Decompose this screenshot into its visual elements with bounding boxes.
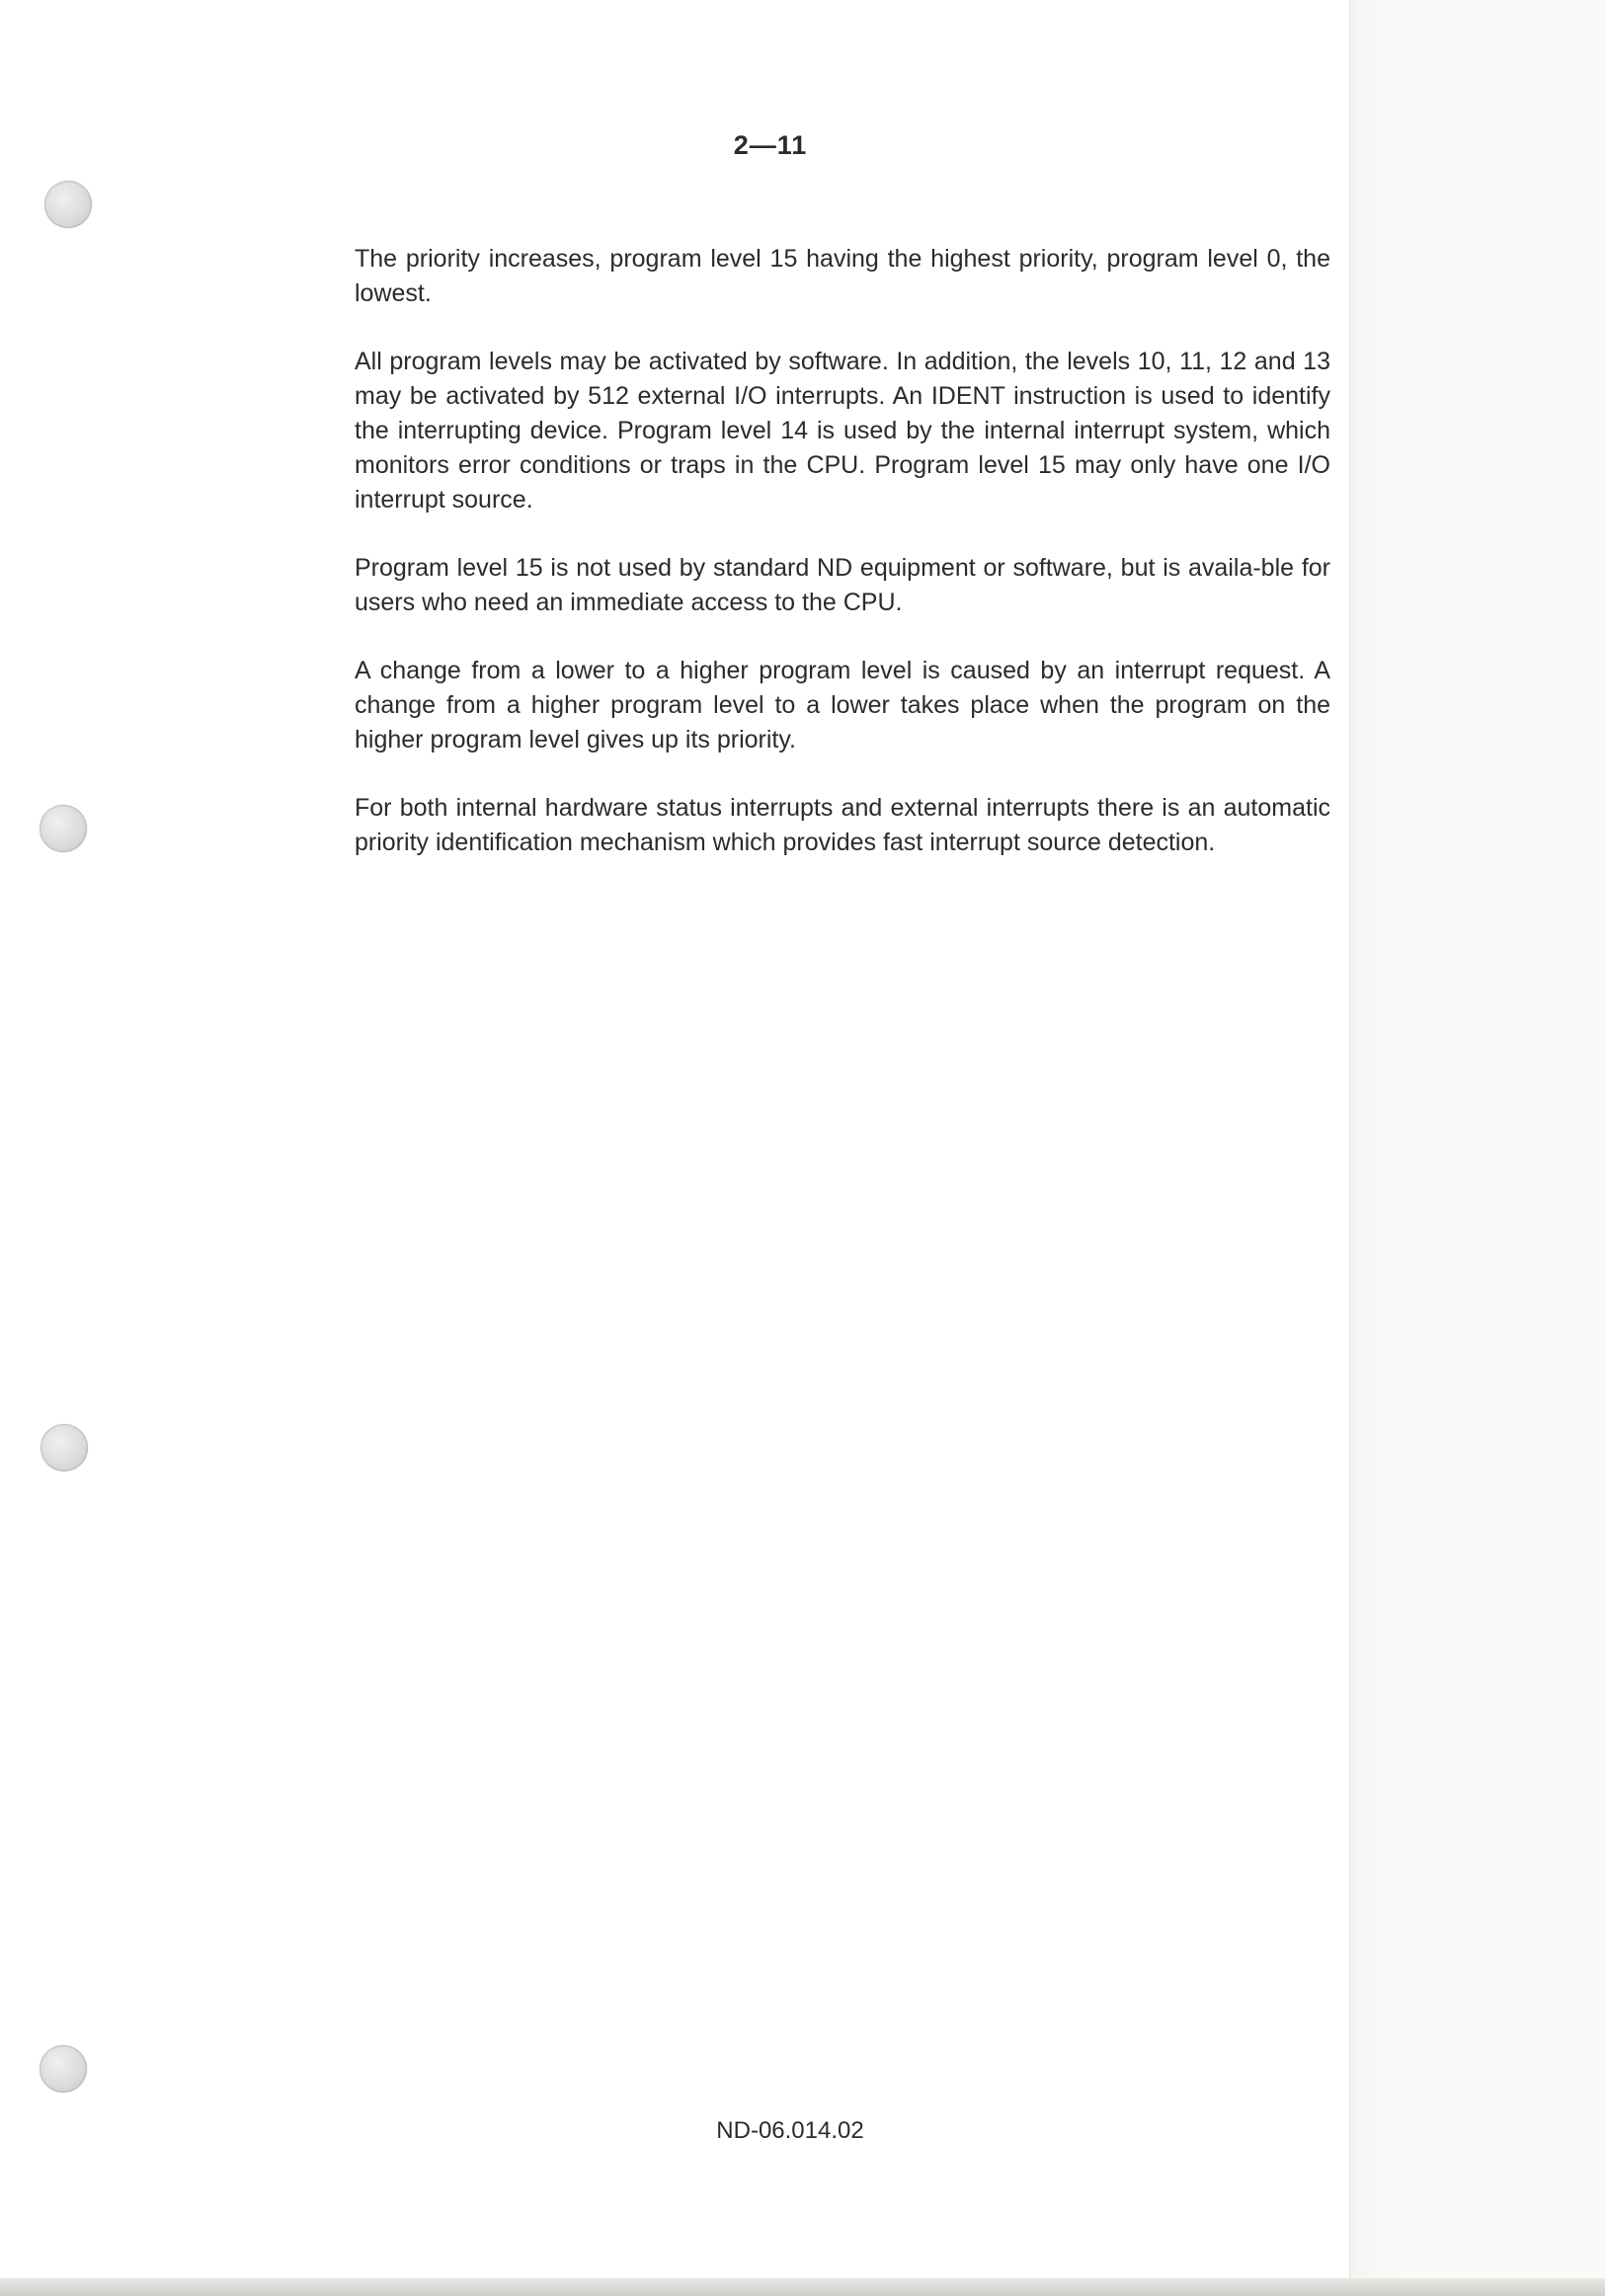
page-number: 2—11 <box>733 130 808 160</box>
document-code-footer: ND-06.014.02 <box>716 2117 864 2144</box>
binder-hole-4 <box>40 2045 87 2093</box>
binder-hole-2 <box>40 805 87 852</box>
paragraph-priority: The priority increases, program level 15 having the highest priority, program level 0, the lowest. <box>355 245 1330 307</box>
paragraph-level-15: Program level 15 is not used by standard ND equipment or software, but is availa-ble for users who need an immediate access to the CPU. <box>355 554 1330 616</box>
paragraph-level-change: A change from a lower to a higher program level is caused by an interrupt request. A change from a higher program level to a lower takes place when the program on the higher program level gives up its priority. <box>355 657 1330 753</box>
binder-hole-1 <box>44 181 92 228</box>
body-text <box>355 242 1330 894</box>
page-edge-strip <box>1349 0 1605 2296</box>
page-bottom-edge <box>0 2278 1605 2296</box>
paragraph-identification: For both internal hardware status interrupts and external interrupts there is an automatic priority identification mechanism which provides fast interrupt source detection. <box>355 794 1330 856</box>
binder-hole-3 <box>40 1424 88 1471</box>
paragraph-activation: All program levels may be activated by software. In addition, the levels 10, 11, 12 and 13 may be activated by 512 external I/O interrupts. An IDENT instruction is used to identify the interrupting device. Program level 14 is used by the internal interrupt system, which monitors error conditions or traps in the CPU. Program level 15 may only have one I/O interrupt source. <box>355 348 1330 514</box>
